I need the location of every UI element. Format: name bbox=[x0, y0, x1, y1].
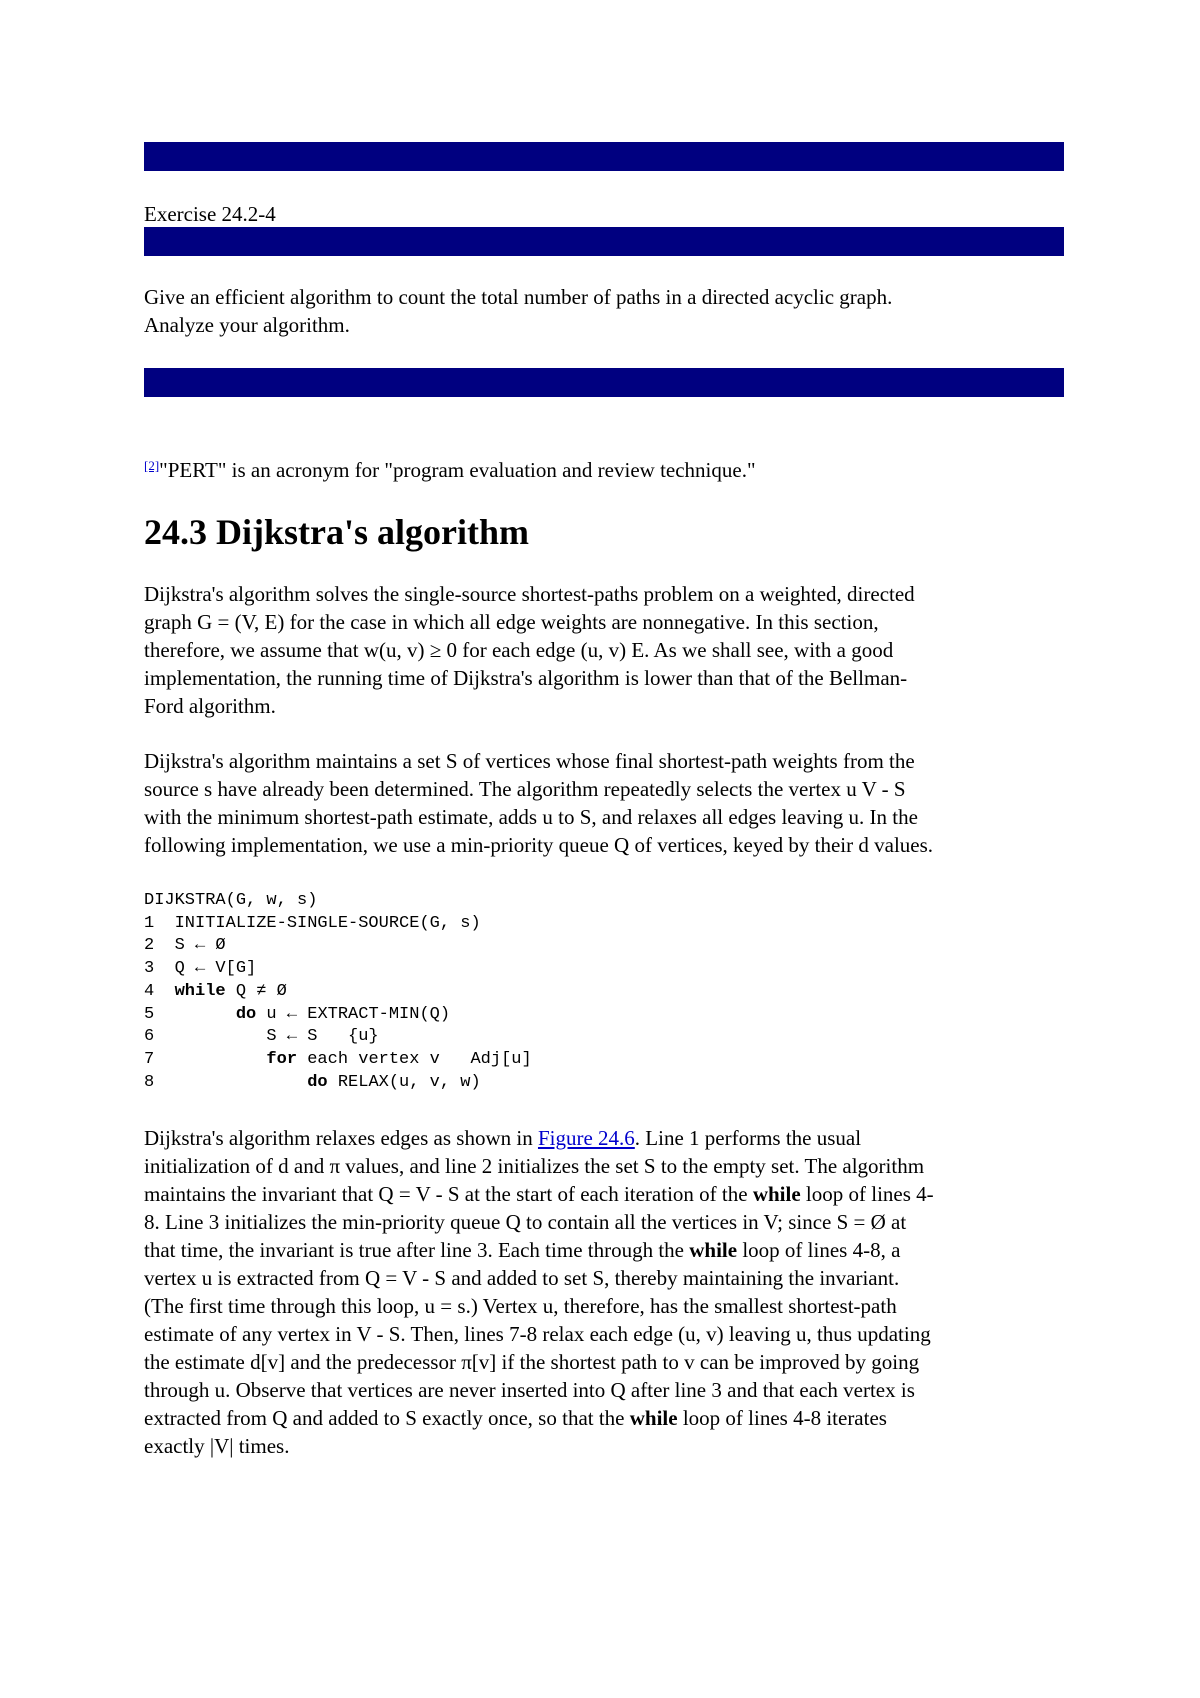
paragraph-line: vertex u is extracted from Q = V - S and added to set S, thereby maintaining the invariant. bbox=[144, 1266, 900, 1290]
paragraph-line: exactly |V| times. bbox=[144, 1434, 290, 1458]
text-run: . Line 1 performs the usual bbox=[634, 1126, 862, 1150]
paragraph-line: implementation, the running time of Dijkstra's algorithm is lower than that of the Bellman- bbox=[144, 666, 908, 690]
paragraph-intro bbox=[144, 580, 1064, 720]
code-line-7 bbox=[144, 1050, 532, 1069]
paragraph-line: source s have already been determined. The algorithm repeatedly selects the vertex u V - S bbox=[144, 777, 906, 801]
code-line-5 bbox=[144, 1005, 450, 1024]
code-text: each vertex v Adj[u] bbox=[297, 1049, 532, 1069]
paragraph-set-s bbox=[144, 747, 1064, 859]
footnote-marker-link[interactable]: [2] bbox=[144, 458, 160, 473]
paragraph-line: following implementation, we use a min-priority queue Q of vertices, keyed by their d values. bbox=[144, 833, 934, 857]
code-line-number: 7 bbox=[144, 1049, 267, 1069]
code-line-number: 8 bbox=[144, 1072, 308, 1092]
paragraph-line: Dijkstra's algorithm maintains a set S of vertices whose final shortest-path weights from the bbox=[144, 749, 915, 773]
paragraph-line bbox=[144, 1404, 1064, 1432]
code-keyword: while bbox=[174, 981, 226, 1001]
code-line-2: 2 S ← Ø bbox=[144, 936, 226, 956]
top-divider-bar bbox=[144, 142, 1064, 171]
paragraph-relaxation bbox=[144, 1124, 1064, 1460]
code-keyword: for bbox=[266, 1049, 298, 1069]
code-line-1: 1 INITIALIZE-SINGLE-SOURCE(G, s) bbox=[144, 913, 481, 933]
code-line-number: 4 bbox=[144, 981, 175, 1001]
exercise-text-line: Analyze your algorithm. bbox=[144, 313, 350, 337]
text-run: that time, the invariant is true after line 3. Each time through the bbox=[144, 1238, 690, 1262]
text-run: maintains the invariant that Q = V - S at the start of each iteration of the bbox=[144, 1182, 753, 1206]
paragraph-line: initialization of d and π values, and line 2 initializes the set S to the empty set. The algorithm bbox=[144, 1154, 925, 1178]
text-run: Dijkstra's algorithm relaxes edges as shown in bbox=[144, 1126, 538, 1150]
paragraph-line: 8. Line 3 initializes the min-priority queue Q to contain all the vertices in V; since S = Ø at bbox=[144, 1210, 907, 1234]
paragraph-line: graph G = (V, E) for the case in which all edge weights are nonnegative. In this section, bbox=[144, 610, 879, 634]
paragraph-line: estimate of any vertex in V - S. Then, lines 7-8 relax each edge (u, v) leaving u, thus updating bbox=[144, 1322, 931, 1346]
paragraph-line: Dijkstra's algorithm solves the single-source shortest-paths problem on a weighted, directed bbox=[144, 582, 915, 606]
paragraph-line bbox=[144, 1180, 1064, 1208]
footnote bbox=[144, 452, 1064, 484]
exercise-divider-bar bbox=[144, 227, 1064, 256]
code-line-number: 5 bbox=[144, 1004, 236, 1024]
exercise-text-line: Give an efficient algorithm to count the total number of paths in a directed acyclic graph. bbox=[144, 285, 893, 309]
keyword-while: while bbox=[629, 1406, 678, 1430]
code-text: Q ≠ Ø bbox=[225, 981, 287, 1001]
text-run: extracted from Q and added to S exactly once, so that the bbox=[144, 1406, 630, 1430]
keyword-while: while bbox=[689, 1238, 738, 1262]
paragraph-line: through u. Observe that vertices are never inserted into Q after line 3 and that each vertex is bbox=[144, 1378, 915, 1402]
code-line-6: 6 S ← S {u} bbox=[144, 1027, 379, 1047]
exercise-text bbox=[144, 283, 1064, 339]
code-keyword: do bbox=[307, 1072, 328, 1092]
exercise-title: Exercise 24.2-4 bbox=[144, 202, 276, 226]
code-line-8 bbox=[144, 1073, 481, 1092]
footnote-text: "PERT" is an acronym for "program evaluation and review technique." bbox=[159, 458, 756, 482]
paragraph-line: with the minimum shortest-path estimate, adds u to S, and relaxes all edges leaving u. In the bbox=[144, 805, 918, 829]
paragraph-line bbox=[144, 1236, 1064, 1264]
paragraph-line: therefore, we assume that w(u, v) ≥ 0 for each edge (u, v) E. As we shall see, with a good bbox=[144, 638, 894, 662]
paragraph-line: the estimate d[v] and the predecessor π[v] if the shortest path to v can be improved by going bbox=[144, 1350, 920, 1374]
code-text: u ← EXTRACT-MIN(Q) bbox=[256, 1004, 451, 1024]
code-line-4 bbox=[144, 982, 287, 1001]
text-run: loop of lines 4- bbox=[800, 1182, 934, 1206]
paragraph-line: Ford algorithm. bbox=[144, 694, 276, 718]
keyword-while: while bbox=[752, 1182, 801, 1206]
code-text: RELAX(u, v, w) bbox=[327, 1072, 481, 1092]
paragraph-line bbox=[144, 1124, 1064, 1152]
pseudocode-block bbox=[144, 890, 532, 1094]
text-run: loop of lines 4-8, a bbox=[737, 1238, 901, 1262]
figure-24-6-link[interactable]: Figure 24.6 bbox=[537, 1126, 635, 1150]
code-line-3: 3 Q ← V[G] bbox=[144, 959, 257, 979]
exercise-end-divider-bar bbox=[144, 368, 1064, 397]
section-heading: 24.3 Dijkstra's algorithm bbox=[144, 512, 529, 552]
paragraph-line: (The first time through this loop, u = s.) Vertex u, therefore, has the smallest shortest-path bbox=[144, 1294, 897, 1318]
code-header: DIJKSTRA(G, w, s) bbox=[144, 891, 318, 910]
code-keyword: do bbox=[235, 1004, 257, 1024]
text-run: loop of lines 4-8 iterates bbox=[677, 1406, 887, 1430]
